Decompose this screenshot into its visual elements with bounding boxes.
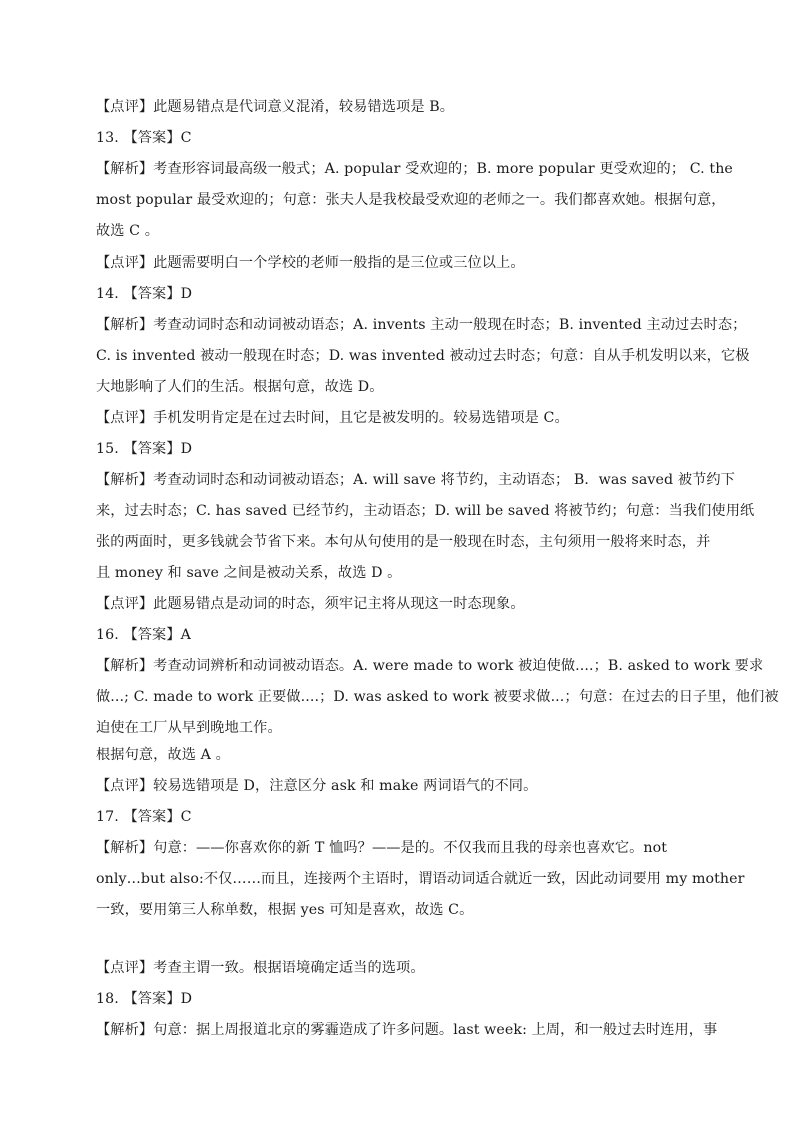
answer-line-13: 13. 【答案】C (96, 130, 192, 146)
analysis-line-14-1: 【解析】考查动词时态和动词被动语态；A. invents 主动一般现在时态；B. invented 主动过去时态； (96, 317, 747, 333)
analysis-line-14-2: C. is invented 被动一般现在时态；D. was invented 被动过去时态；句意：自从手机发明以来，它极 (96, 348, 750, 364)
analysis-line-16-1: 【解析】考查动词辨析和动词被动语态。A. were made to work 被迫使做....；B. asked to work 要求 (96, 658, 764, 674)
analysis-line-13-3: 故选 C 。 (96, 223, 160, 239)
analysis-line-17-1: 【解析】句意：——你喜欢你的新 T 恤吗？——是的。不仅我而且我的母亲也喜欢它。not (96, 840, 668, 856)
analysis-line-15-3: 张的两面时，更多钱就会节省下来。本句从句使用的是一般现在时态，主句须用一般将来时态，并 (96, 534, 711, 550)
comment-line-17: 【点评】考查主谓一致。根据语境确定适当的选项。 (96, 960, 425, 976)
analysis-line-15-1: 【解析】考查动词时态和动词被动语态；A. will save 将节约，主动语态； B．was saved 被节约下 (96, 472, 735, 488)
comment-line-14: 【点评】手机发明肯定是在过去时间，且它是被发明的。较易选错项是 C。 (96, 410, 569, 426)
answer-line-17: 17. 【答案】C (96, 809, 192, 825)
analysis-line-16-3: 迫使在工厂从早到晚地工作。 (96, 720, 282, 736)
analysis-line-18-1: 【解析】句意：据上周报道北京的雾霾造成了许多问题。last week: 上周，和一般过去时连用，事 (96, 1022, 718, 1038)
analysis-line-15-4: 且 money 和 save 之间是被动关系，故选 D 。 (96, 565, 402, 581)
comment-line-12: 【点评】此题易错点是代词意义混淆，较易错选项是 B。 (96, 99, 455, 115)
analysis-line-14-3: 大地影响了人们的生活。根据句意，故选 D。 (96, 379, 384, 395)
comment-line-13: 【点评】此题需要明白一个学校的老师一般指的是三位或三位以上。 (96, 255, 525, 271)
analysis-line-16-4: 根据句意，故选 A 。 (96, 747, 230, 763)
analysis-line-13-1: 【解析】考查形容词最高级一般式；A. popular 受欢迎的；B. more popular 更受欢迎的； C. the (96, 161, 733, 177)
answer-line-18: 18. 【答案】D (96, 991, 193, 1007)
answer-line-14: 14. 【答案】D (96, 286, 193, 302)
analysis-line-17-3: 一致，要用第三人称单数，根据 yes 可知是喜欢，故选 C。 (96, 902, 474, 918)
answer-line-16: 16. 【答案】A (96, 627, 191, 643)
analysis-line-16-2: 做...; C. made to work 正要做....；D. was asked to work 被要求做...；句意：在过去的日子里，他们被 (96, 689, 779, 705)
analysis-line-13-2: most popular 最受欢迎的；句意：张夫人是我校最受欢迎的老师之一。我们都喜欢她。根据句意， (96, 192, 726, 208)
analysis-line-17-2: only…but also:不仅……而且，连接两个主语时，谓语动词适合就近一致，因此动词要用 my mother (96, 871, 745, 887)
answer-line-15: 15. 【答案】D (96, 441, 193, 457)
comment-line-15: 【点评】此题易错点是动词的时态，须牢记主将从现这一时态现象。 (96, 596, 525, 612)
analysis-line-15-2: 来，过去时态；C. has saved 已经节约，主动语态；D. will be saved 将被节约；句意：当我们使用纸 (96, 503, 755, 519)
comment-line-16: 【点评】较易选错项是 D，注意区分 ask 和 make 两词语气的不同。 (96, 778, 538, 794)
